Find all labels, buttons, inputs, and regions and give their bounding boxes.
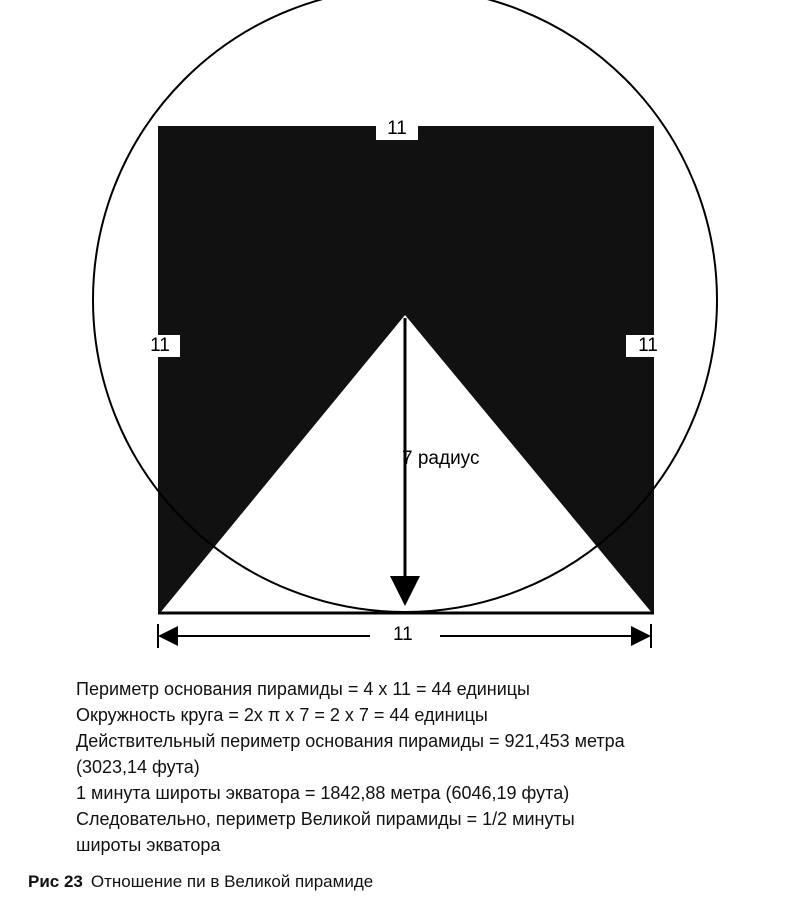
explanation-notes xyxy=(76,676,781,858)
figure-caption xyxy=(28,872,373,892)
note-line: широты экватора xyxy=(76,835,221,855)
note-line: Окружность круга = 2x π x 7 = 2 x 7 = 44 единицы xyxy=(76,705,488,725)
note-line: 1 минута широты экватора = 1842,88 метра (6046,19 фута) xyxy=(76,783,570,803)
top-side-label: 11 xyxy=(376,118,418,140)
radius-label: 7 радиус xyxy=(402,448,480,469)
figure-number: Рис 23 xyxy=(28,872,83,891)
figure-title: Отношение пи в Великой пирамиде xyxy=(90,872,374,891)
note-line: Периметр основания пирамиды = 4 x 11 = 44 единицы xyxy=(76,679,530,699)
note-line: (3023,14 фута) xyxy=(76,757,200,777)
right-side-label: 11 xyxy=(626,335,670,357)
base-label: 11 xyxy=(393,624,413,645)
note-line: Следовательно, периметр Великой пирамиды = 1/2 минуты xyxy=(76,809,575,829)
left-side-label: 11 xyxy=(140,335,180,357)
note-line: Действительный периметр основания пирамиды = 921,453 метра xyxy=(76,731,625,751)
